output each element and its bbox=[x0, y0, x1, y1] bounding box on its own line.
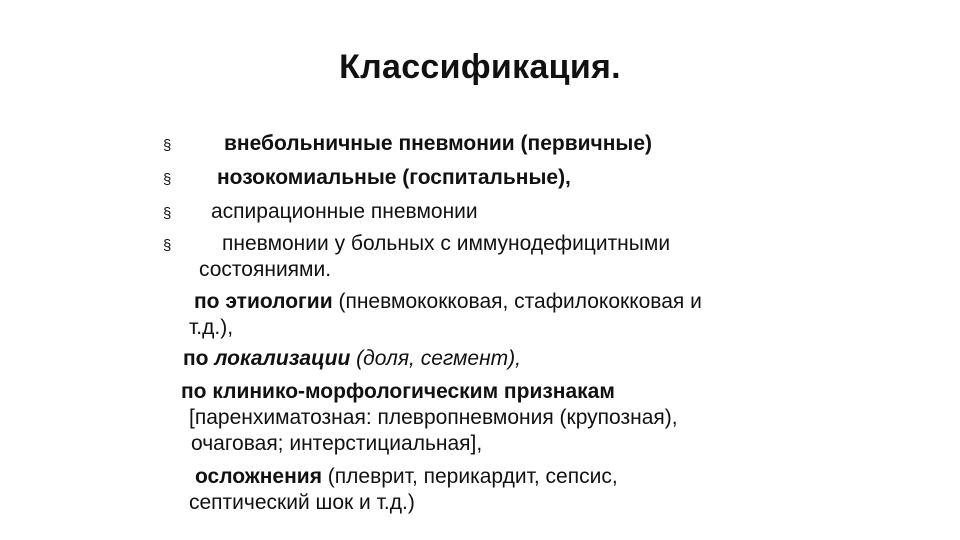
clinical-label: по клинико-морфологическим признакам bbox=[181, 380, 615, 403]
etiology-label: по этиологии bbox=[194, 290, 333, 313]
list-item-nosocomial: нозокомиальные (госпитальные), bbox=[217, 166, 571, 189]
list-item-immunodeficiency-cont: состояниями. bbox=[199, 258, 332, 281]
slide-title: Классификация. bbox=[339, 48, 621, 86]
etiology-line bbox=[194, 289, 702, 315]
list-item-aspiration: аспирационные пневмонии bbox=[211, 200, 478, 223]
clinical-line1: [паренхиматозная: плевропневмония (крупозная), bbox=[189, 406, 678, 429]
list-item-community-acquired: внебольничные пневмонии (первичные) bbox=[224, 132, 653, 155]
complications-text: (плеврит, перикардит, сепсис, bbox=[321, 465, 618, 488]
localization-text: (доля, сегмент), bbox=[350, 347, 521, 370]
etiology-text: (пневмококковая, стафилококковая и bbox=[332, 290, 702, 313]
bullet-marker: § bbox=[163, 237, 172, 254]
bullet-marker: § bbox=[163, 137, 172, 154]
list-item-immunodeficiency: пневмонии у больных с иммунодефицитными bbox=[222, 232, 671, 255]
bullet-marker: § bbox=[163, 205, 172, 222]
localization-line bbox=[183, 346, 521, 372]
complications-cont: септический шок и т.д.) bbox=[189, 491, 415, 514]
complications-line bbox=[195, 464, 618, 490]
complications-label: осложнения bbox=[195, 465, 322, 488]
etiology-cont: т.д.), bbox=[189, 316, 234, 339]
localization-label: локализации bbox=[214, 347, 351, 370]
localization-prefix: по bbox=[183, 347, 215, 370]
bullet-marker: § bbox=[163, 171, 172, 188]
clinical-line2: очаговая; интерстициальная], bbox=[191, 432, 483, 455]
